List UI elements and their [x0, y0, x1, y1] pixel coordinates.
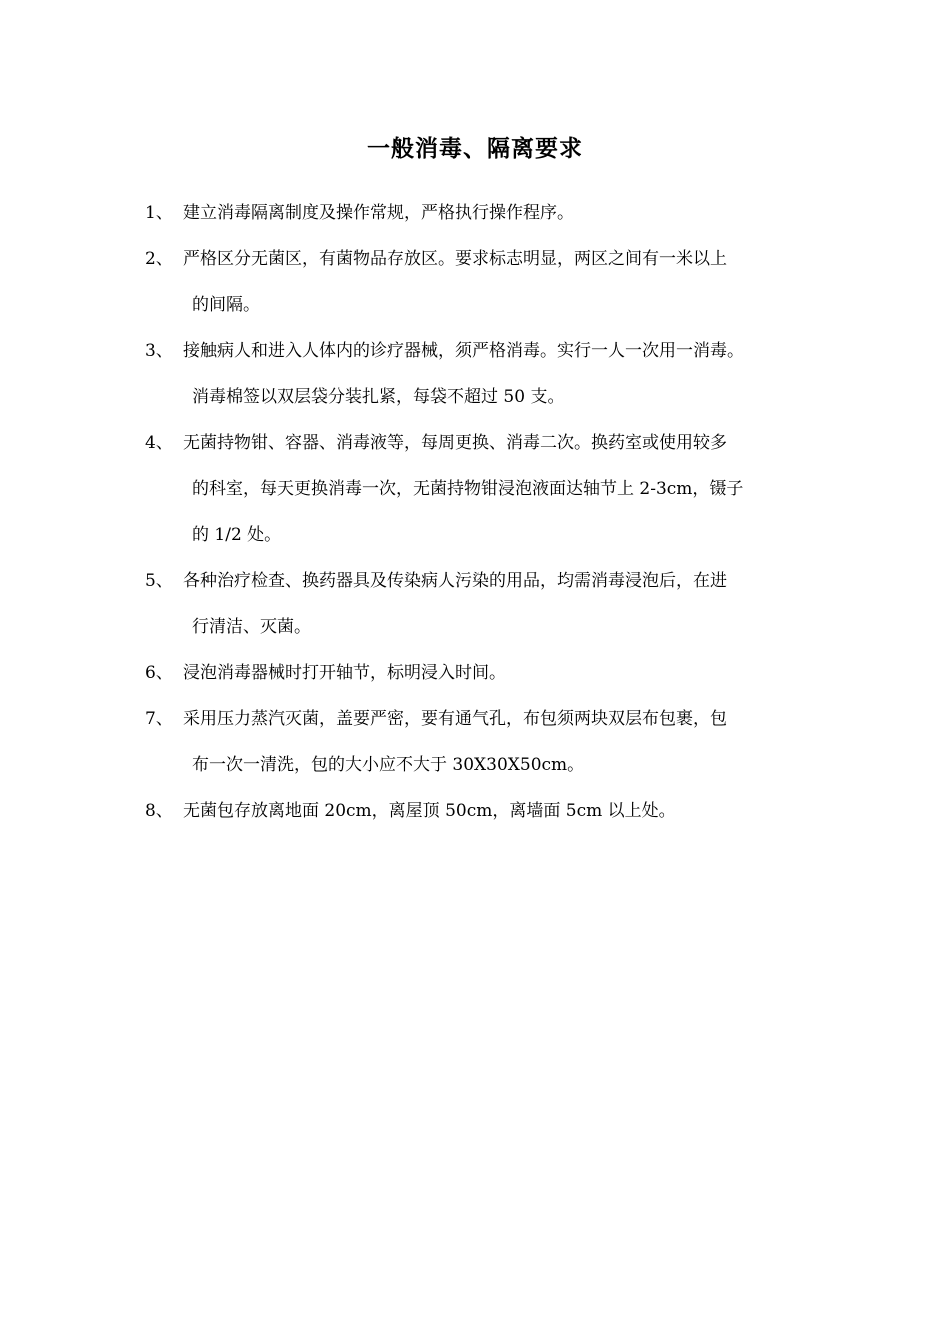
list-item — [145, 242, 835, 322]
item-text-continuation: 消毒棉签以双层袋分装扎紧，每袋不超过 50 支。 — [192, 387, 565, 407]
item-number: 1、 — [145, 203, 173, 223]
item-number: 5、 — [145, 571, 173, 591]
item-text: 浸泡消毒器械时打开轴节，标明浸入时间。 — [183, 663, 506, 683]
item-text-continuation: 布一次一清洗，包的大小应不大于 30X30X50cm。 — [192, 755, 585, 775]
item-text-continuation: 的科室，每天更换消毒一次，无菌持物钳浸泡液面达轴节上 2-3cm，镊子 — [192, 479, 744, 499]
item-text-continuation: 行清洁、灭菌。 — [192, 617, 311, 637]
item-text: 接触病人和进入人体内的诊疗器械，须严格消毒。实行一人一次用一消毒。 — [183, 341, 744, 361]
list-item — [145, 334, 835, 414]
item-text-continuation: 的间隔。 — [192, 295, 260, 315]
item-number: 4、 — [145, 433, 173, 453]
item-text-continuation: 的 1/2 处。 — [192, 525, 282, 545]
list-item — [145, 564, 835, 644]
document-title: 一般消毒、隔离要求 — [367, 135, 583, 162]
item-number: 6、 — [145, 663, 173, 683]
list-item — [145, 702, 835, 782]
list-item — [145, 426, 835, 552]
item-number: 7、 — [145, 709, 173, 729]
item-text: 采用压力蒸汽灭菌，盖要严密，要有通气孔，布包须两块双层布包裹，包 — [183, 709, 727, 729]
item-number: 2、 — [145, 249, 173, 269]
item-text: 各种治疗检查、换药器具及传染病人污染的用品，均需消毒浸泡后，在进 — [183, 571, 727, 591]
item-text: 建立消毒隔离制度及操作常规，严格执行操作程序。 — [183, 203, 574, 223]
item-text: 无菌持物钳、容器、消毒液等，每周更换、消毒二次。换药室或使用较多 — [183, 433, 727, 453]
list-item — [145, 656, 835, 690]
list-item — [145, 794, 835, 828]
item-text: 无菌包存放离地面 20cm，离屋顶 50cm，离墙面 5cm 以上处。 — [183, 801, 676, 821]
item-text: 严格区分无菌区，有菌物品存放区。要求标志明显，两区之间有一米以上 — [183, 249, 727, 269]
item-number: 3、 — [145, 341, 173, 361]
list-item — [145, 196, 835, 230]
requirement-list — [145, 196, 835, 828]
item-number: 8、 — [145, 801, 173, 821]
